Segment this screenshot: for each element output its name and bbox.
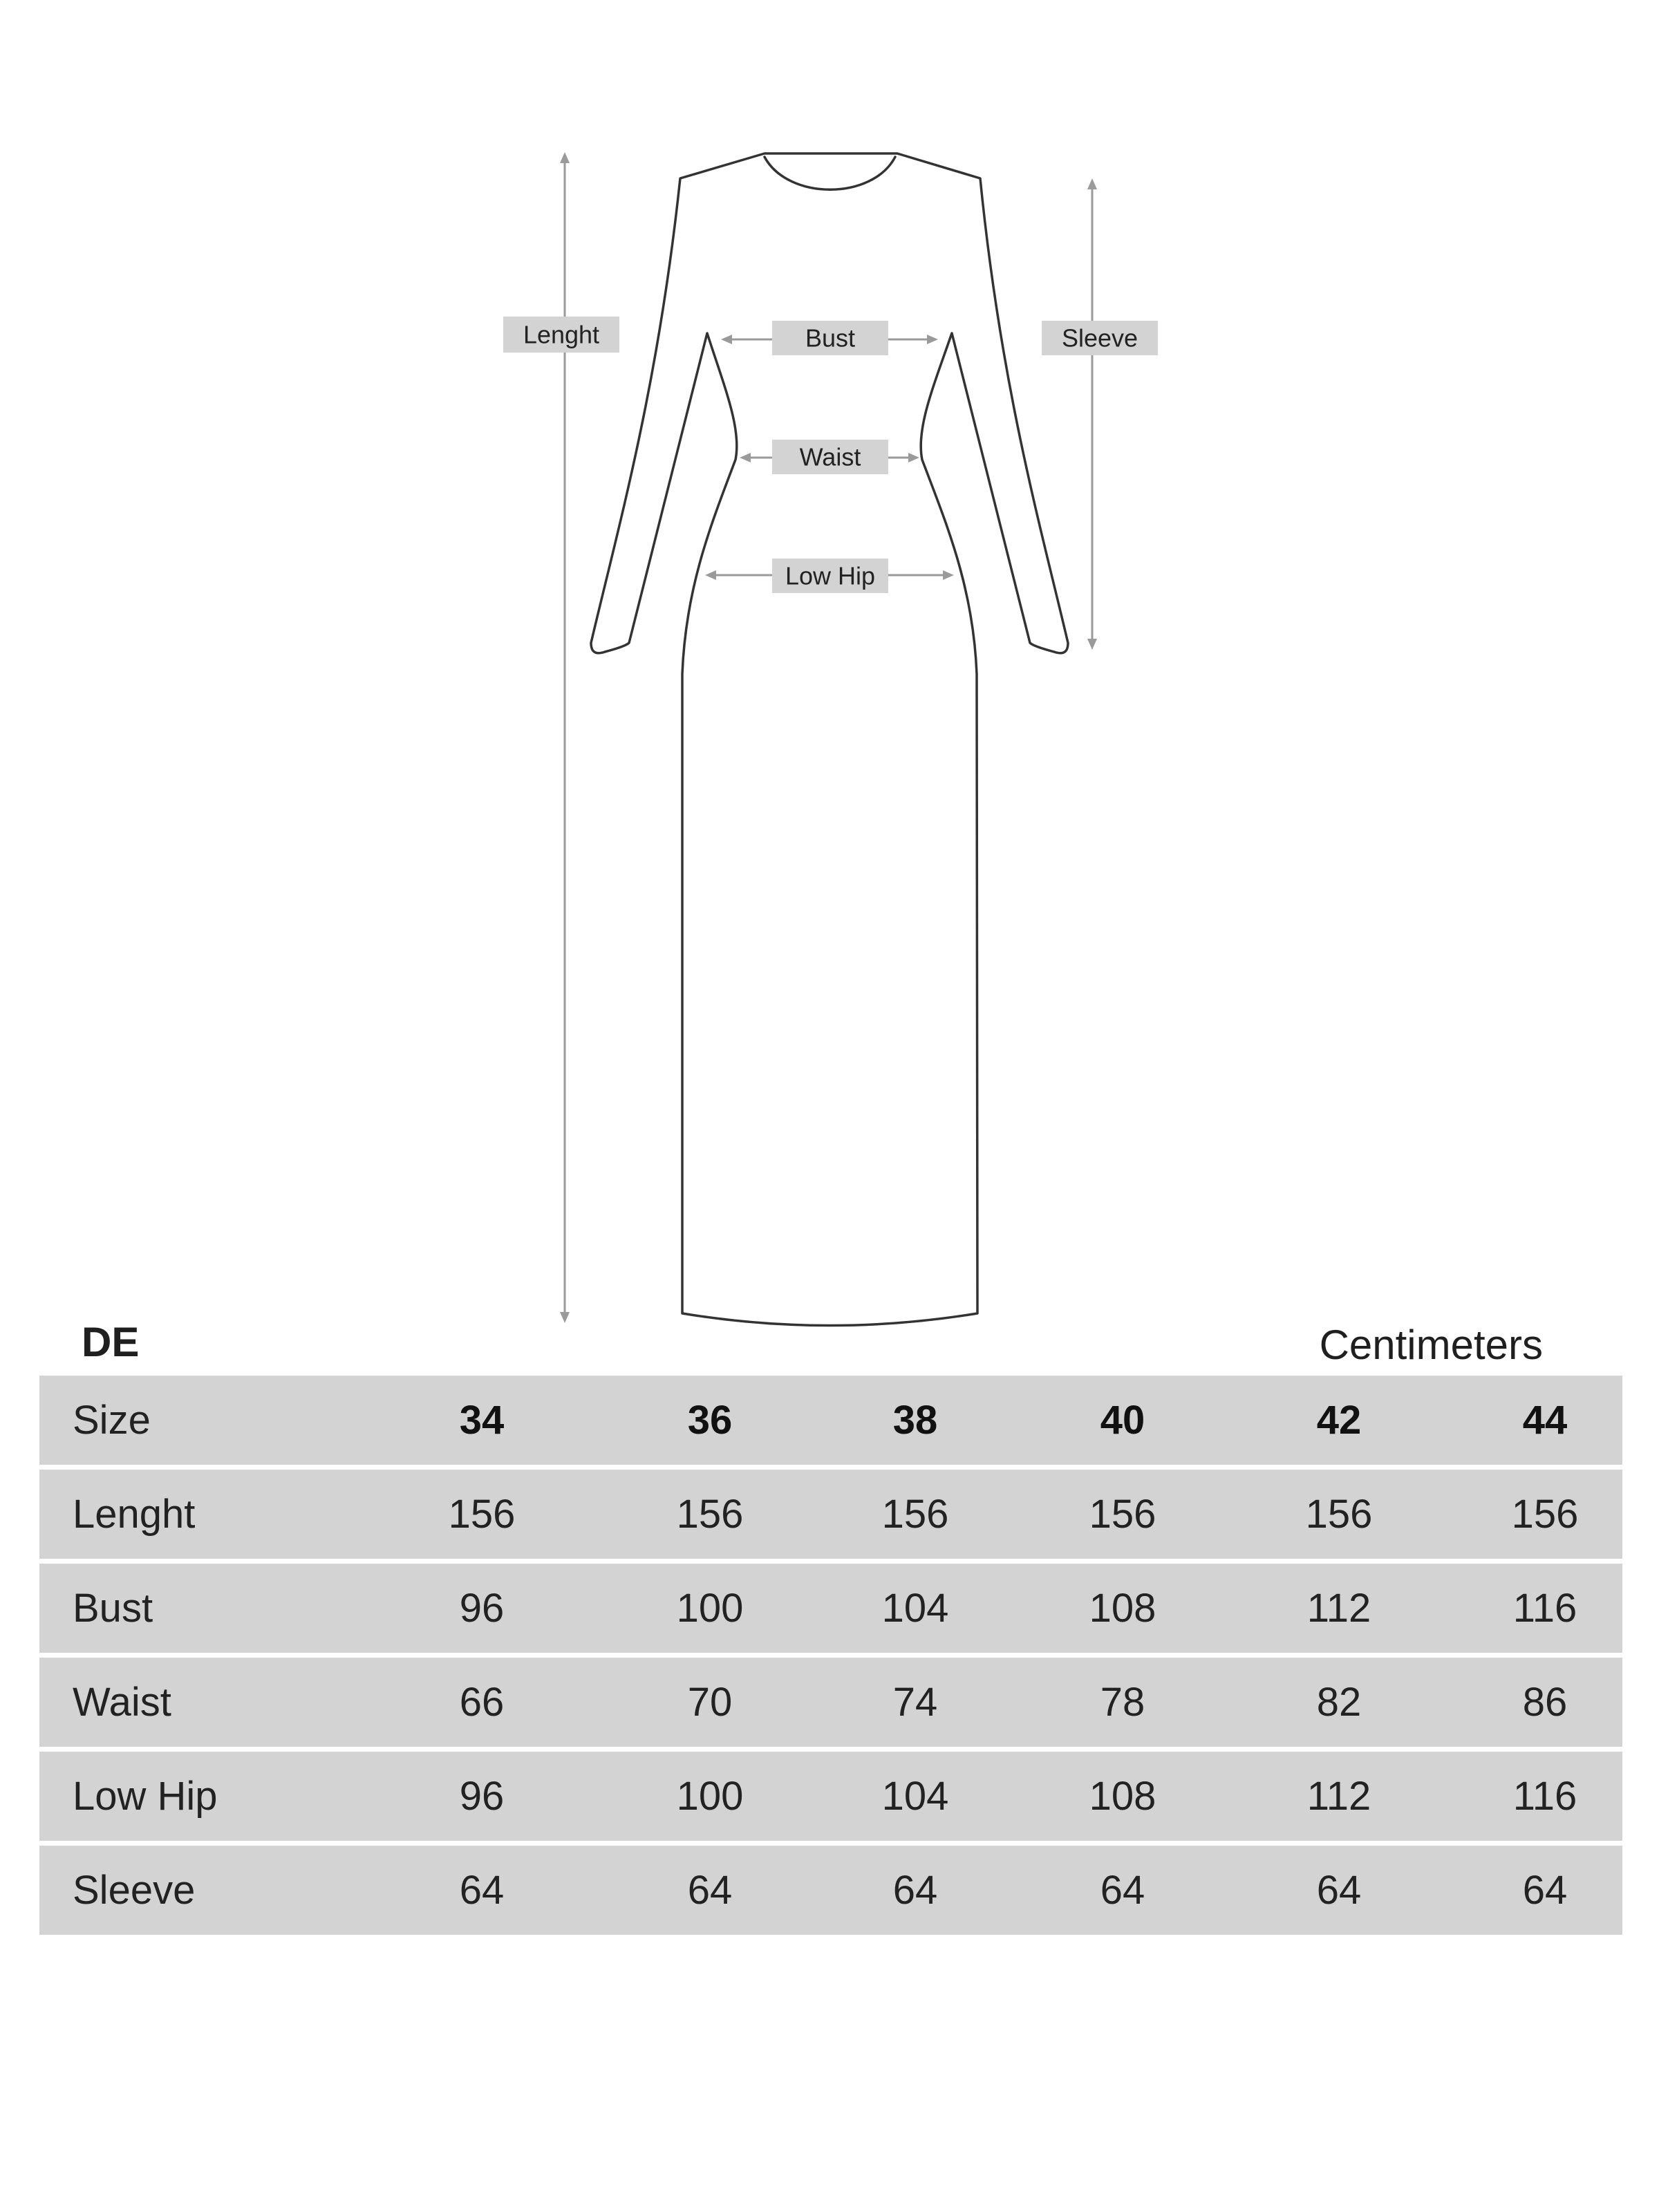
table-cell: 156 — [881, 1492, 949, 1537]
row-label: Waist — [73, 1680, 171, 1725]
sleeve-arrow-top-icon — [1087, 178, 1097, 189]
table-cell: 96 — [459, 1774, 505, 1819]
waist-label — [772, 440, 888, 474]
size-header-cell: 34 — [459, 1398, 505, 1443]
table-cell: 74 — [892, 1680, 938, 1725]
table-cell: 96 — [459, 1586, 505, 1631]
table-cell: 64 — [1316, 1868, 1362, 1913]
table-cell: 108 — [1089, 1774, 1156, 1819]
size-header-cell: 42 — [1316, 1398, 1362, 1443]
low-hip-label — [772, 559, 888, 593]
table-row-waist — [39, 1658, 1622, 1747]
table-cell: 104 — [881, 1774, 949, 1819]
table-cell: 64 — [459, 1868, 505, 1913]
row-label: Lenght — [73, 1492, 196, 1537]
table-cell: 156 — [448, 1492, 516, 1537]
table-row-sleeve — [39, 1846, 1622, 1935]
table-cell: 116 — [1512, 1586, 1577, 1631]
sleeve-label — [1042, 321, 1158, 355]
low-hip-label-text: Low Hip — [785, 561, 876, 590]
table-cell: 66 — [459, 1680, 505, 1725]
row-label: Sleeve — [73, 1868, 196, 1913]
low-hip-arrow-left-icon — [705, 570, 716, 580]
table-cell: 100 — [676, 1586, 744, 1631]
length-label — [503, 317, 619, 353]
region-label: DE — [82, 1319, 140, 1365]
table-cell: 64 — [892, 1868, 938, 1913]
table-cell: 156 — [1511, 1492, 1579, 1537]
table-cell: 70 — [687, 1680, 733, 1725]
table-cell: 64 — [1522, 1868, 1568, 1913]
table-row-low-hip — [39, 1752, 1622, 1841]
waist-label-text: Waist — [799, 442, 861, 471]
low-hip-arrow-right-icon — [943, 570, 954, 580]
table-cell: 108 — [1089, 1586, 1156, 1631]
table-cell: 86 — [1522, 1680, 1568, 1725]
table-cell: 78 — [1100, 1680, 1145, 1725]
table-cell: 82 — [1316, 1680, 1362, 1725]
table-row-bust — [39, 1564, 1622, 1653]
sleeve-label-text: Sleeve — [1061, 324, 1138, 353]
table-cell: 64 — [1100, 1868, 1145, 1913]
table-cell: 100 — [676, 1774, 744, 1819]
unit-label: Centimeters — [1319, 1322, 1543, 1368]
table-cell: 156 — [1305, 1492, 1373, 1537]
table-cell: 112 — [1306, 1774, 1371, 1819]
bust-arrow-right-icon — [927, 335, 938, 344]
table-row-length — [39, 1470, 1622, 1559]
header-label: Size — [73, 1398, 151, 1443]
row-label: Bust — [73, 1586, 153, 1631]
waist-arrow-right-icon — [908, 453, 919, 462]
row-label: Low Hip — [73, 1774, 218, 1819]
table-cell: 104 — [881, 1586, 949, 1631]
table-cell: 156 — [1089, 1492, 1156, 1537]
table-cell: 156 — [676, 1492, 744, 1537]
sleeve-arrow-bottom-icon — [1087, 639, 1097, 650]
length-label-text: Lenght — [523, 320, 600, 349]
table-header-row — [39, 1376, 1622, 1465]
size-table — [39, 1376, 1622, 1935]
table-cell: 64 — [687, 1868, 733, 1913]
table-cell: 116 — [1512, 1774, 1577, 1819]
waist-arrow-left-icon — [740, 453, 751, 462]
size-header-cell: 38 — [892, 1398, 938, 1443]
length-arrow-top-icon — [560, 152, 570, 163]
table-cell: 112 — [1306, 1586, 1371, 1631]
bust-label — [772, 321, 888, 355]
neckline — [765, 157, 895, 189]
bust-arrow-left-icon — [721, 335, 732, 344]
length-arrow-bottom-icon — [560, 1312, 570, 1323]
size-header-cell: 36 — [687, 1398, 733, 1443]
bust-label-text: Bust — [805, 324, 856, 353]
size-header-cell: 40 — [1100, 1398, 1145, 1443]
size-header-cell: 44 — [1522, 1398, 1568, 1443]
